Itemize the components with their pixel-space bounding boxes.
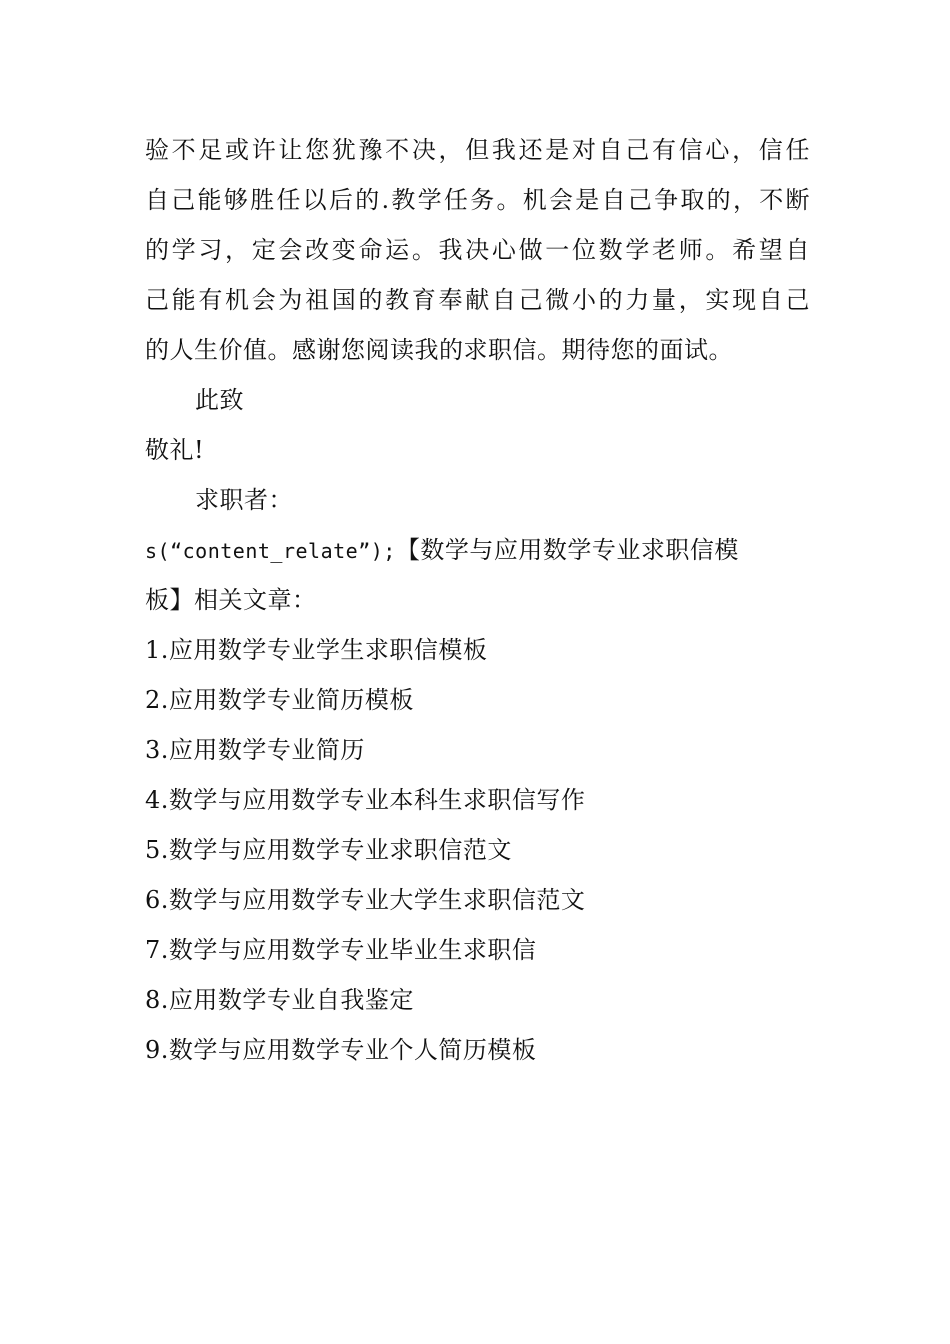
script-code-text: s(“content_relate”); [145, 539, 396, 563]
related-article-link[interactable]: 5.数学与应用数学专业求职信范文 [145, 836, 512, 864]
paragraph-line: 验不足或许让您犹豫不决，但我还是对自己有信心，信任 [145, 136, 810, 164]
related-article-link[interactable]: 9.数学与应用数学专业个人简历模板 [145, 1036, 537, 1064]
paragraph-line: 己能有机会为祖国的教育奉献自己微小的力量，实现自己 [145, 286, 810, 314]
related-article-link[interactable]: 3.应用数学专业简历 [145, 736, 365, 764]
related-article-link[interactable]: 7.数学与应用数学专业毕业生求职信 [145, 936, 537, 964]
related-article-link[interactable]: 2.应用数学专业简历模板 [145, 686, 414, 714]
salute-text: 敬礼! [145, 436, 205, 464]
related-article-link[interactable]: 4.数学与应用数学专业本科生求职信写作 [145, 786, 586, 814]
related-article-link[interactable]: 8.应用数学专业自我鉴定 [145, 986, 414, 1014]
related-article-link[interactable]: 6.数学与应用数学专业大学生求职信范文 [145, 886, 586, 914]
document-page [145, 125, 810, 1075]
paragraph-line: 自己能够胜任以后的.教学任务。机会是自己争取的，不断 [145, 186, 810, 214]
related-title: 【数学与应用数学专业求职信模 [395, 536, 739, 564]
closing-text: 此致 [195, 386, 244, 414]
related-article-link[interactable]: 1.应用数学专业学生求职信模板 [145, 636, 488, 664]
related-title-continuation: 板】相关文章： [145, 586, 317, 614]
signature-label: 求职者： [195, 486, 293, 514]
paragraph-line: 的学习，定会改变命运。我决心做一位数学老师。希望自 [145, 236, 810, 264]
related-header-line [145, 525, 810, 575]
paragraph-line: 的人生价值。感谢您阅读我的求职信。期待您的面试。 [145, 336, 733, 364]
